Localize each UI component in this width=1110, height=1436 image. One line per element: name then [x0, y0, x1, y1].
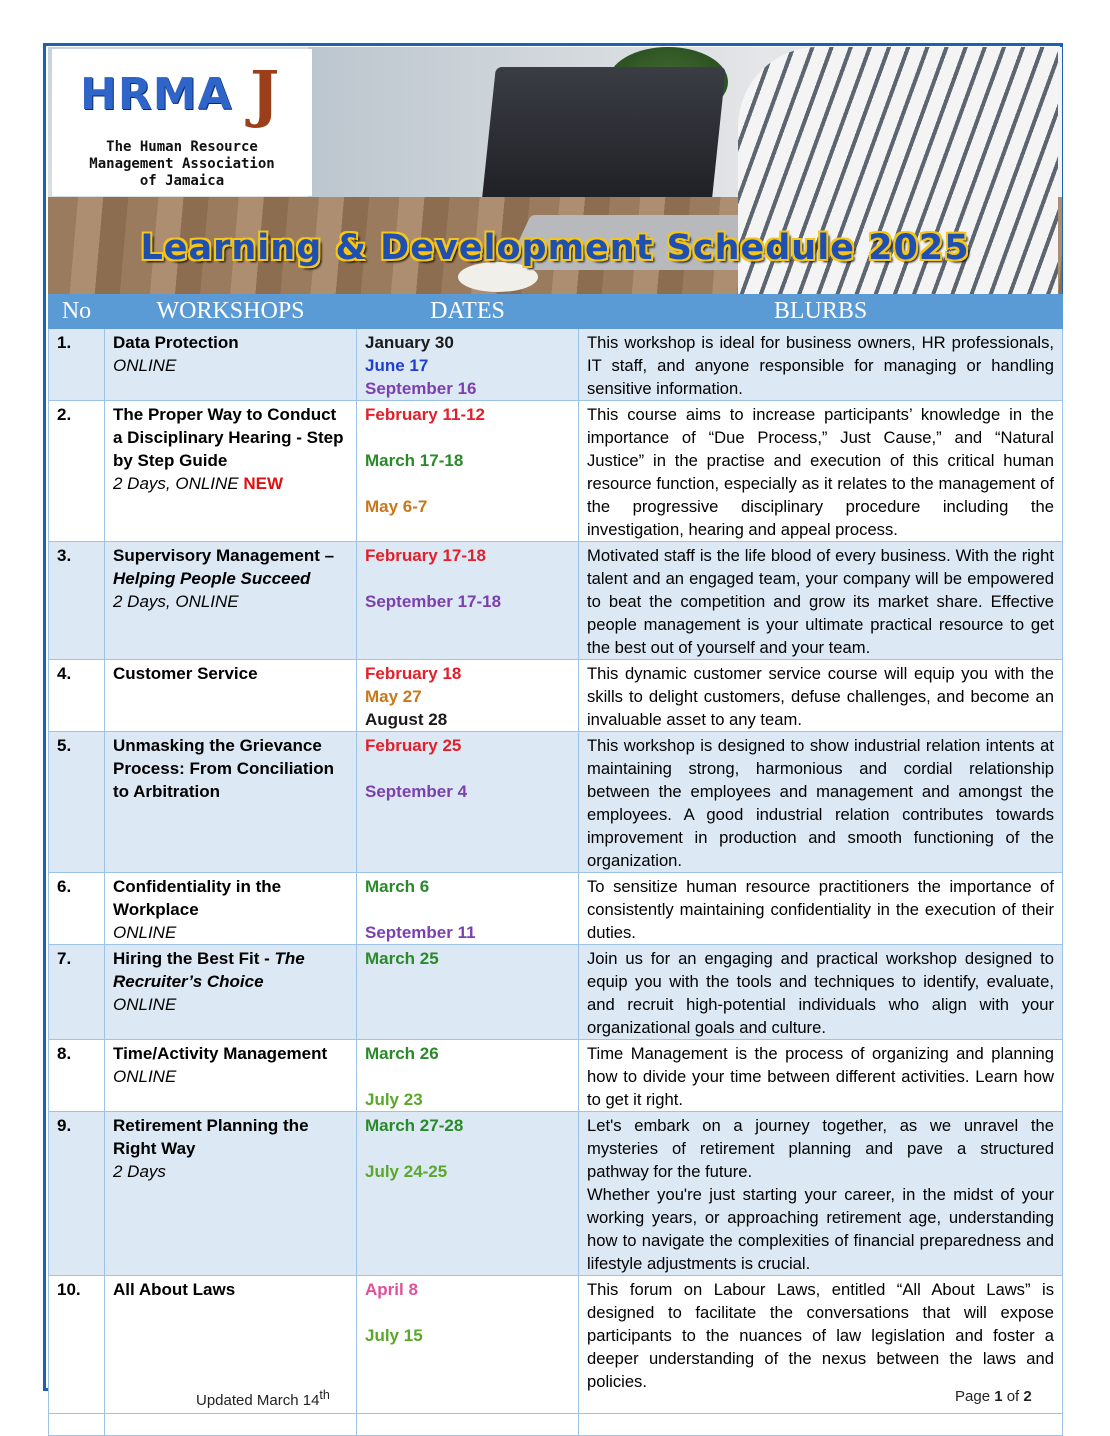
- session-date: February 18: [365, 664, 462, 683]
- table-row: [49, 873, 1063, 945]
- row-number: 10.: [49, 1276, 105, 1414]
- session-date: August 28: [365, 710, 448, 729]
- date-spacer: [365, 472, 570, 495]
- session-date: May 27: [365, 687, 422, 706]
- workshop-blurb: This workshop is designed to show industrial relation intents at maintaining strong, harmonious and cordial relationship between the employees and management and amongst the employees. A good industrial relation contributes towards improvement in production and smooth functioning of the organization.: [587, 736, 1054, 870]
- workshop-cell: [105, 329, 357, 401]
- table-header-row: [49, 295, 1063, 329]
- dates-cell: [357, 542, 579, 660]
- dates-cell: [357, 873, 579, 945]
- table-row: [49, 329, 1063, 401]
- workshop-blurb: Time Management is the process of organizing and planning how to divide your time between different activities. Learn how to get it right.: [587, 1044, 1054, 1109]
- date-spacer: [365, 1137, 570, 1160]
- laptop-illustration: [480, 67, 726, 217]
- blurb-cell: [579, 1040, 1063, 1112]
- session-date: April 8: [365, 1280, 418, 1299]
- workshop-title: Data Protection: [113, 333, 239, 352]
- row-number: 5.: [49, 732, 105, 873]
- column-header-dates: DATES: [357, 295, 579, 329]
- dates-cell: [357, 329, 579, 401]
- row-number: 8.: [49, 1040, 105, 1112]
- workshop-title: Customer Service: [113, 664, 258, 683]
- workshop-title-italic: Helping People Succeed: [113, 569, 311, 588]
- session-date: March 17-18: [365, 451, 464, 470]
- blurb-cell: [579, 329, 1063, 401]
- logo-mark: HRMA: [80, 69, 233, 120]
- empty-cell: [357, 1414, 579, 1436]
- workshop-cell: [105, 542, 357, 660]
- dates-cell: [357, 1040, 579, 1112]
- workshop-blurb: To sensitize human resource practitioners the importance of consistently maintaining confidentiality in the execution of their duties.: [587, 877, 1054, 942]
- empty-cell: [105, 1414, 357, 1436]
- session-date: September 16: [365, 379, 477, 398]
- table-row: [49, 542, 1063, 660]
- workshop-format: ONLINE: [113, 1067, 177, 1086]
- new-badge: NEW: [243, 474, 284, 493]
- workshop-format: 2 Days: [113, 1162, 166, 1181]
- workshop-cell: [105, 1112, 357, 1276]
- workshop-format: ONLINE: [113, 356, 177, 375]
- dates-cell: [357, 1276, 579, 1414]
- session-date: January 30: [365, 333, 454, 352]
- row-number: 7.: [49, 945, 105, 1040]
- date-spacer: [365, 898, 570, 921]
- date-spacer: [365, 757, 570, 780]
- workshop-blurb: Let's embark on a journey together, as we unravel the mysteries of retirement planning and pave a structured pathway for the future.: [587, 1116, 1054, 1181]
- session-date: March 27-28: [365, 1116, 464, 1135]
- table-spacer-row: [49, 1414, 1063, 1436]
- workshop-format: ONLINE: [113, 923, 177, 942]
- workshop-format: 2 Days, ONLINE NEW: [113, 474, 284, 493]
- table-row: [49, 1040, 1063, 1112]
- blurb-cell: [579, 1112, 1063, 1276]
- table-row: [49, 945, 1063, 1040]
- column-header-blurbs: BLURBS: [579, 295, 1063, 329]
- session-date: February 25: [365, 736, 462, 755]
- workshop-blurb: Join us for an engaging and practical workshop designed to equip you with the tools and techniques to identify, evaluate, and recruit high-potential individuals who align with your organizational goals and culture.: [587, 949, 1054, 1037]
- session-date: June 17: [365, 356, 429, 375]
- session-date: July 23: [365, 1090, 423, 1109]
- session-date: May 6-7: [365, 497, 428, 516]
- session-date: March 25: [365, 949, 439, 968]
- dates-cell: [357, 732, 579, 873]
- workshop-cell: [105, 873, 357, 945]
- table-row: [49, 732, 1063, 873]
- date-spacer: [365, 1065, 570, 1088]
- page-title: Learning & Development Schedule 2025: [140, 228, 970, 268]
- workshop-title: Supervisory Management – Helping People Succeed: [113, 546, 335, 588]
- schedule-table: [48, 294, 1063, 1436]
- workshop-cell: [105, 945, 357, 1040]
- blurb-cell: [579, 873, 1063, 945]
- empty-cell: [579, 1414, 1063, 1436]
- dates-cell: [357, 1112, 579, 1276]
- session-date: September 17-18: [365, 592, 502, 611]
- workshop-title: The Proper Way to Conduct a Disciplinary Hearing - Step by Step Guide: [113, 405, 344, 470]
- blurb-cell: [579, 945, 1063, 1040]
- column-header-no: No: [49, 295, 105, 329]
- workshop-cell: [105, 732, 357, 873]
- logo-j: J: [250, 57, 280, 130]
- workshop-cell: [105, 401, 357, 542]
- session-date: February 11-12: [365, 405, 486, 424]
- logo-tagline: The Human Resource Management Association of Jamaica: [89, 139, 275, 189]
- workshop-cell: [105, 660, 357, 732]
- blurb-cell: [579, 732, 1063, 873]
- workshop-title: Confidentiality in the Workplace: [113, 877, 282, 919]
- workshop-title: All About Laws: [113, 1280, 236, 1299]
- workshop-title: Retirement Planning the Right Way: [113, 1116, 309, 1158]
- row-number: 9.: [49, 1112, 105, 1276]
- workshop-blurb: This dynamic customer service course will equip you with the skills to delight customers, defuse challenges, and become an invaluable asset to any team.: [587, 664, 1054, 729]
- session-date: March 26: [365, 1044, 439, 1063]
- dates-cell: [357, 945, 579, 1040]
- date-spacer: [365, 567, 570, 590]
- table-row: [49, 401, 1063, 542]
- date-spacer: [365, 1301, 570, 1324]
- row-number: 4.: [49, 660, 105, 732]
- session-date: February 17-18: [365, 546, 486, 565]
- empty-cell: [49, 1414, 105, 1436]
- table-row: [49, 1112, 1063, 1276]
- workshop-title: Hiring the Best Fit - The Recruiter’s Choice: [113, 949, 305, 991]
- session-date: September 11: [365, 923, 476, 942]
- blurb-cell: [579, 401, 1063, 542]
- workshop-format: 2 Days, ONLINE: [113, 592, 239, 611]
- session-date: July 15: [365, 1326, 423, 1345]
- workshop-title: Unmasking the Grievance Process: From Conciliation to Arbitration: [113, 736, 335, 801]
- workshop-blurb: This forum on Labour Laws, entitled “All About Laws” is designed to facilitate the conversations that will expose participants to the nuances of law legislation and foster a deeper understanding of the nexus between the laws and policies.: [587, 1280, 1054, 1391]
- session-date: March 6: [365, 877, 430, 896]
- dates-cell: [357, 401, 579, 542]
- workshop-blurb: Motivated staff is the life blood of every business. With the right talent and an engaged team, your company will be empowered to beat the competition and grow its market share. Effective people management is your ultimate practical resource to get the best out of yourself and your team.: [587, 546, 1054, 657]
- table-row: [49, 660, 1063, 732]
- footer-page-number: Page 1 of 2: [955, 1388, 1032, 1405]
- workshop-title-italic: The Recruiter’s Choice: [113, 949, 305, 991]
- dates-cell: [357, 660, 579, 732]
- footer-updated: Updated March 14th: [196, 1388, 330, 1409]
- workshop-blurb-continued: Whether you're just starting your career, in the midst of your working years, or approaching retirement age, understanding how to navigate the complexities of financial preparedness and lifestyle adjustments is crucial.: [587, 1185, 1054, 1273]
- workshop-title: Time/Activity Management: [113, 1044, 328, 1063]
- hrmaj-logo: [52, 49, 312, 196]
- column-header-workshops: WORKSHOPS: [105, 295, 357, 329]
- workshop-blurb: This course aims to increase participants’ knowledge in the importance of “Due Process,” Just Cause,” and “Natural Justice” in the practise and execution of this critical human resource function, especially as it relates to the management of the progressive disciplinary procedure including the investigation, hearing and appeal process.: [587, 405, 1054, 539]
- blurb-cell: [579, 660, 1063, 732]
- session-date: July 24-25: [365, 1162, 448, 1181]
- row-number: 2.: [49, 401, 105, 542]
- workshop-format: ONLINE: [113, 995, 177, 1014]
- row-number: 1.: [49, 329, 105, 401]
- workshop-cell: [105, 1040, 357, 1112]
- session-date: September 4: [365, 782, 468, 801]
- date-spacer: [365, 426, 570, 449]
- blurb-cell: [579, 542, 1063, 660]
- row-number: 3.: [49, 542, 105, 660]
- workshop-blurb: This workshop is ideal for business owners, HR professionals, IT staff, and anyone responsible for managing or handling sensitive information.: [587, 333, 1054, 398]
- row-number: 6.: [49, 873, 105, 945]
